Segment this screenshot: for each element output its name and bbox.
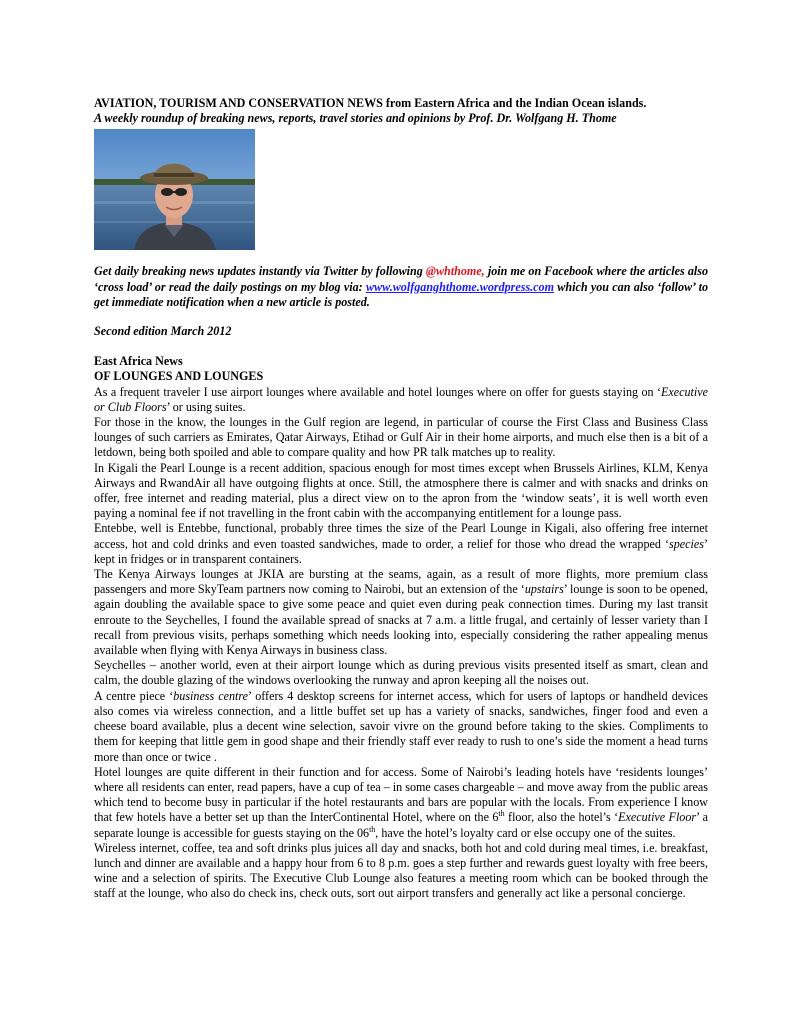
promo-text	[94, 264, 708, 310]
blog-link[interactable]: www.wolfganghthome.wordpress.com	[365, 279, 554, 294]
author-photo	[94, 129, 255, 250]
paragraph-3: In Kigali the Pearl Lounge is a recent addition, spacious enough for most times except when Brussels Airlines, KLM, Kenya Airways and RwandAir all have outgoing flights at once. Still, the atmosphere there is calmer and with snacks and drinks on offer, free internet and reading material, plus a direct view on to the apron from the ‘window seats’, it is well worth even paying a nominal fee if not travelling in the front cabin with the accompanying entitlement for a lounge pass.	[94, 460, 708, 521]
paragraph-6: Seychelles – another world, even at their airport lounge which as during previous visits presented itself as smart, clean and calm, the double glazing of the windows overlooking the runway and apron keeping all the noises out.	[94, 658, 708, 688]
paragraph-4: Entebbe, well is Entebbe, functional, probably three times the size of the Pearl Lounge in Kigali, also offering free internet access, hot and cold drinks and even toasted sandwiches, made to order, a relief for those who dread the wrapped ‘species’ kept in fridges or in transparent containers.	[94, 521, 708, 566]
header-title: AVIATION, TOURISM AND CONSERVATION NEWS from Eastern Africa and the Indian Ocean islands.	[94, 96, 647, 110]
paragraph-8: Hotel lounges are quite different in their function and for access. Some of Nairobi’s leading hotels have ‘residents lounges’ where all residents can enter, read papers, have a cup of tea – in some cases chargeable – and move away from the public areas which tend to become busy in particular if the hotel restaurants and bars are popular with the locals. From experience I know that few hotels have a better set up than the InterContinental Hotel, where on the 6th floor, also the hotel’s ‘Executive Floor’ a separate lounge is accessible for guests staying on the 06th, have the hotel’s loyalty card or else occupy one of the suites.	[94, 764, 708, 840]
document-page	[94, 96, 708, 902]
promo-text-part2: join me on Facebook where the articles also ‘cross load’ or read the daily postings on my blog via:	[94, 264, 709, 294]
paragraph-1: As a frequent traveler I use airport lounges where available and hotel lounges where on offer for guests staying on ‘Executive or Club Floors’ or using suites.	[94, 384, 708, 414]
paragraph-7: A centre piece ‘business centre’ offers 4 desktop screens for internet access, which for users of laptops or handheld devices also comes via wireless connection, and a little buffet set up has a variety of snacks, sandwiches, finger food and even a cheese board available, plus a decent wine selection, savoir vivre on the ground before taking to the skies. Compliments to them for keeping that little gem in good shape and their friendly staff ever ready to rush to one’s side the moment a head turns more than once or twice .	[94, 688, 709, 764]
edition-label: Second edition March 2012	[94, 324, 232, 339]
section-heading: East Africa News	[94, 354, 183, 369]
twitter-handle-link[interactable]: @whthome,	[425, 264, 485, 279]
header-subtitle: A weekly roundup of breaking news, reports, travel stories and opinions by Prof. Dr. Wolfgang H. Thome	[94, 111, 617, 126]
paragraph-2: For those in the know, the lounges in the Gulf region are legend, in particular of course the First Class and Business Class lounges of such carriers as Emirates, Qatar Airways, Etihad or Gulf Air in their home airports, and much else then is a bit of a letdown, being both spoiled and able to compare quality and how PR talk matches up to reality.	[94, 415, 708, 460]
promo-text-part1: Get daily breaking news updates instantly via Twitter by following	[94, 264, 426, 279]
paragraph-9: Wireless internet, coffee, tea and soft drinks plus juices all day and snacks, both hot and cold during meal times, i.e. breakfast, lunch and dinner are available and a happy hour from 6 to 8 p.m. goes a step further and rewards guest loyalty with free beers, wine and a selection of spirits. The Executive Club Lounge also features a meeting room which can be booked through the staff at the lounge, who also do check ins, check outs, sort out airport transfers and generally act like a personal concierge.	[94, 840, 708, 901]
promo-text-part3: which you can also ‘follow’ to get immediate notification when a new article is posted.	[94, 279, 708, 309]
article-title: OF LOUNGES AND LOUNGES	[94, 369, 264, 384]
paragraph-5: The Kenya Airways lounges at JKIA are bursting at the seams, again, as a result of more flights, more premium class passengers and more SkyTeam partners now coming to Nairobi, but an extension of the ‘upstairs’ lounge is soon to be opened, again doubling the available space to give some peace and quiet even during peak connection times. During my last transit enroute to the Seychelles, I found the available spread of snacks at 7 a.m. a little frugal, and certainly of lesser variety than I recall from previous visits, perhaps something which needs looking into, especially considering the rather appealing menus available when flying with Kenya Airways in business class.	[94, 567, 708, 658]
